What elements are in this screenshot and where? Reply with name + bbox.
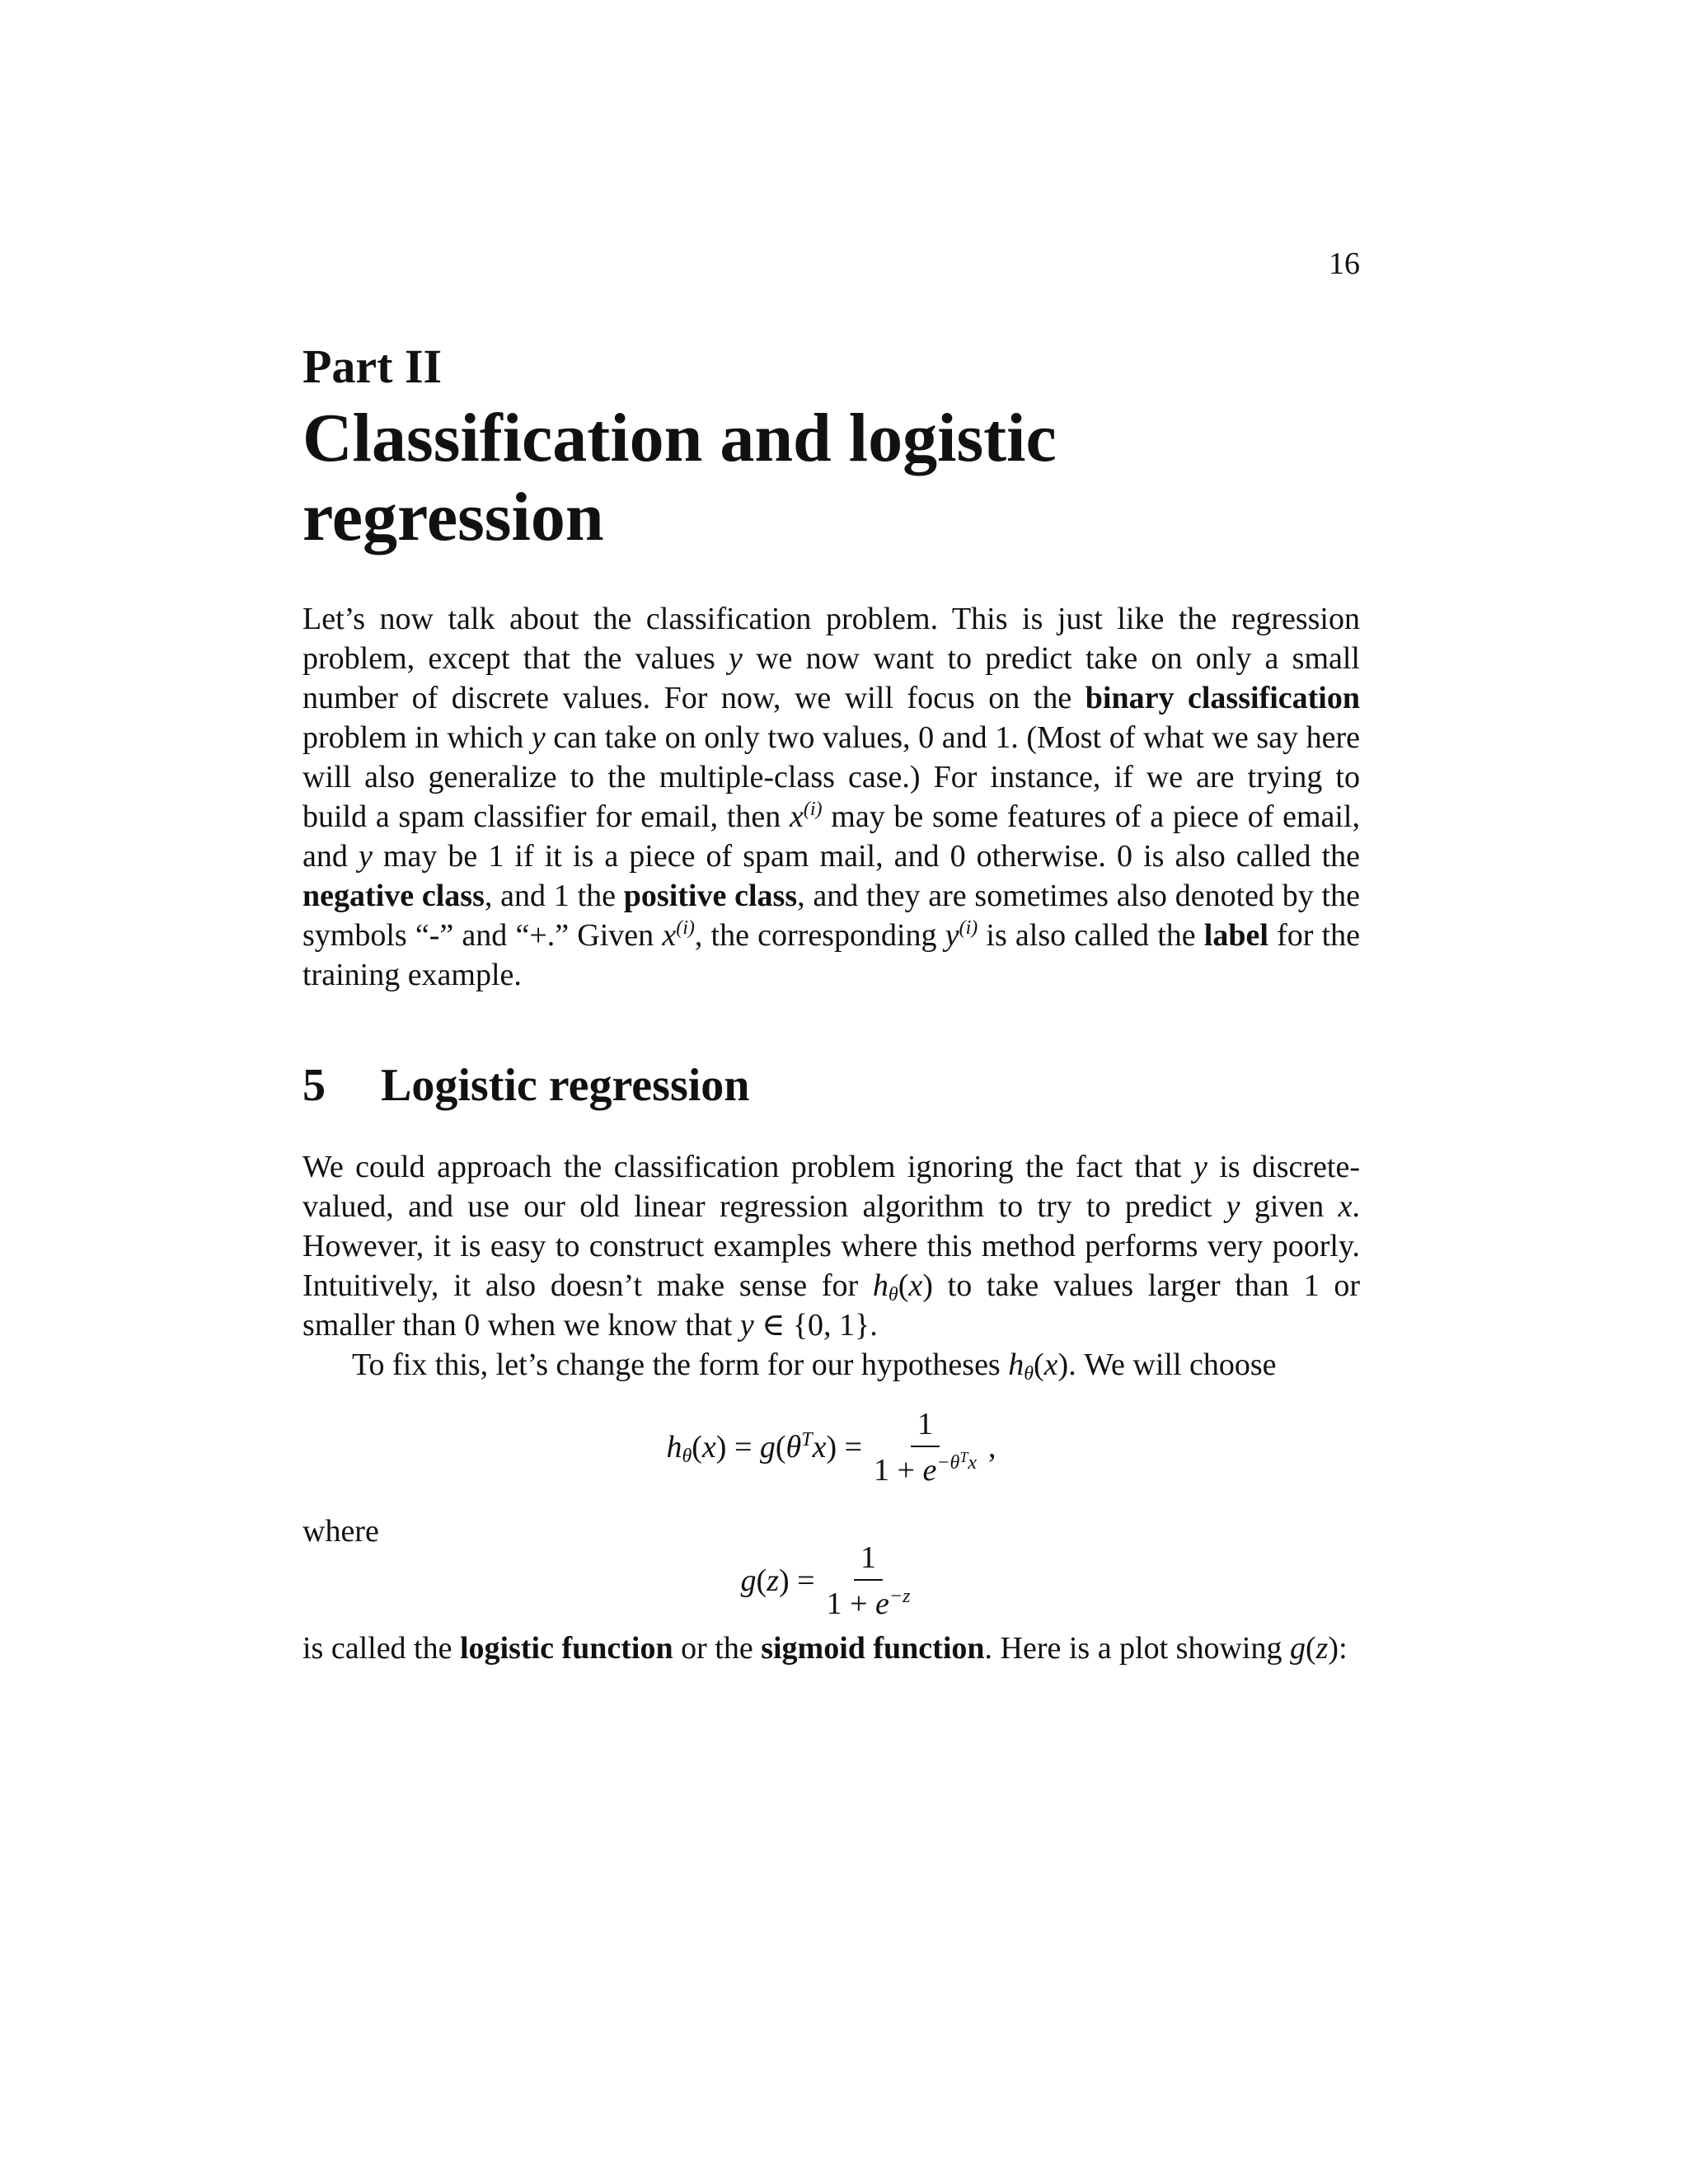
hypothesis-equation: $h_\theta(x) = g(\theta^Tx)$ = $\frac{1}{1 + e^{-\theta^Tx}}$ ,: [666, 1407, 996, 1488]
term-binary-classification: binary classification: [1085, 680, 1360, 715]
paragraph-linear-regression: We could approach the classification problem ignoring the fact that y is discrete-valued, and use our old linear regression algorithm to try to predict y given x. However, it is easy to construct examples where this method performs very poorly. Intuitively, it also doesn’t make sense for $h_\theta(x)$ to take values larger than 1 or smaller than 0 when we know that y ∈ {0, 1}.: [302, 1150, 1361, 1343]
term-positive-class: positive class: [623, 878, 798, 913]
section-heading: [302, 1061, 1360, 1112]
term-sigmoid-function: sigmoid function: [761, 1631, 985, 1666]
page-number: 16: [1329, 246, 1360, 281]
hypothesis-fraction: $\frac{1}{1 + e^{-\theta^Tx}}$: [874, 1407, 978, 1488]
paragraph-sigmoid: is called the logistic function or the sigmoid function. Here is a plot showing g(z):: [302, 1631, 1348, 1666]
intro-paragraph: Let’s now talk about the classification problem. This is just like the regression problem, except that the values y we now want to predict take on only a small number of discrete values. For now, we will focus on the binary classification problem in which y can take on only two values, 0 and 1. (Most of what we say here will also generalize to the multiple-class case.) For instance, if we are trying to build a spam classifier for email, then $x^{(i)}$ may be some features of a piece of email, and y may be 1 if it is a piece of spam mail, and 0 otherwise. 0 is also called the negative class, and 1 the positive class, and they are sometimes also denoted by the symbols “-” and “+.” Given $x^{(i)}$, the corresponding $y^{(i)}$ is also called the label for the training example.: [302, 601, 1360, 992]
term-label: label: [1203, 917, 1268, 953]
term-negative-class: negative class: [302, 878, 485, 913]
paragraph-hypothesis: To fix this, let’s change the form for our hypotheses $h_\theta(x)$. We will choose: [352, 1347, 1277, 1385]
section-number: 5: [302, 1059, 326, 1111]
section-title: Logistic regression: [381, 1059, 750, 1111]
part-label: Part II: [302, 340, 443, 393]
page-content: [302, 338, 1360, 1668]
term-logistic-function: logistic function: [459, 1631, 673, 1666]
sigmoid-fraction: $\frac{1}{1 + e^{-z}}$: [826, 1540, 911, 1622]
sigmoid-equation: g(z) = $\frac{1}{1 + e^{-z}}$: [302, 1540, 1360, 1622]
where-label: where: [302, 1514, 379, 1549]
part-title: Classification and logistic regression: [302, 399, 1057, 556]
